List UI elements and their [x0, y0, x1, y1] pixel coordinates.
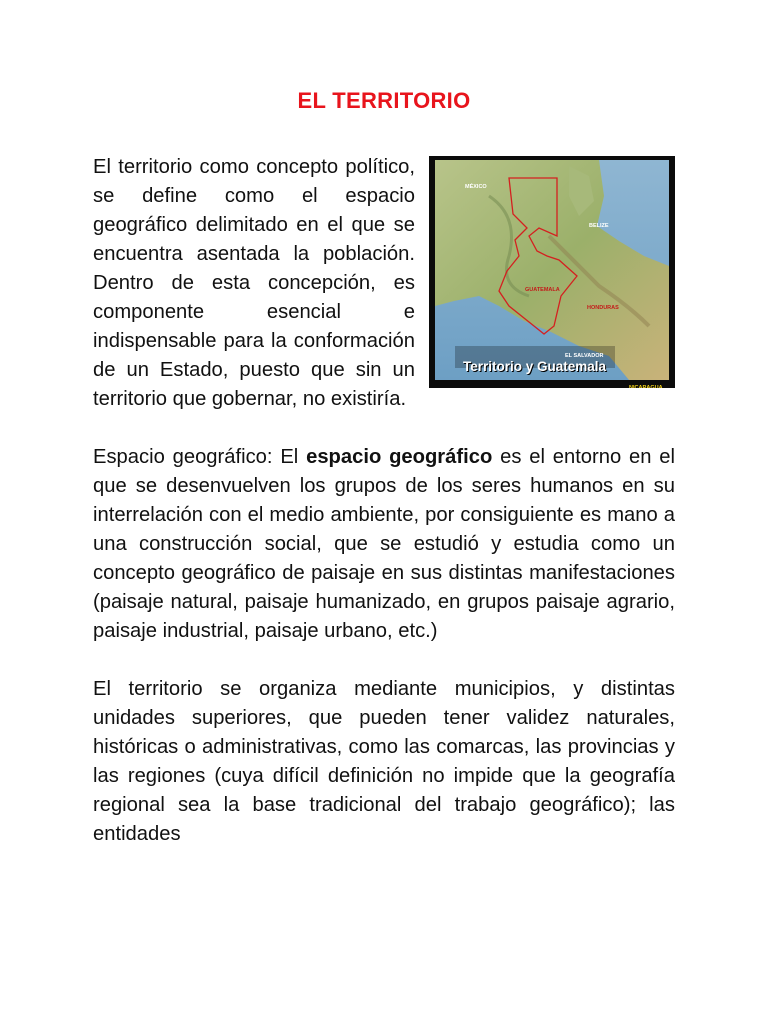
- paragraph-organizacion: El territorio se organiza mediante municipios, y distintas unidades superiores, que pueden tener validez naturales, históricas o administrativas, como las comarcas, las provincias y las regiones (cuya difícil definición no impide que la geografía regional sea la base tradicional del trabajo geográfico); las entidades: [93, 678, 675, 845]
- map-label-honduras: HONDURAS: [587, 305, 619, 311]
- paragraph-territorio: El territorio como concepto político, se define como el espacio geográfico delimitado en el que se encuentra asentada la población. Dentro de esta concepción, es componente esencial e indispensable para la conformación de un Estado, puesto que sin un territorio que gobernar, no existiría.: [93, 156, 415, 410]
- guatemala-map-image: [429, 156, 675, 388]
- keyword-espacio-geografico: espacio geográfico: [306, 446, 493, 468]
- document-body: [93, 153, 675, 878]
- map-label-belize: BELIZE: [589, 223, 609, 229]
- document-title: EL TERRITORIO: [297, 88, 471, 113]
- map-label-guatemala: GUATEMALA: [525, 287, 560, 293]
- map-label-mexico: MÉXICO: [465, 184, 487, 190]
- map-label-nicaragua: NICARAGUA: [629, 385, 663, 388]
- paragraph-espacio-lead: Espacio geográfico: El: [93, 446, 307, 468]
- paragraph-espacio-rest: es el entorno en el que se desenvuelven los grupos de los seres humanos en su interrelación con el medio ambiente, por consiguiente es mano a una construcción social, que se estudió y estudia como un concepto geográfico de paisaje en sus distintas manifestaciones (paisaje natural, paisaje humanizado, en grupos paisaje agrario, paisaje industrial, paisaje urbano, etc.): [93, 446, 676, 642]
- map-caption: Territorio y Guatemala: [463, 359, 607, 374]
- map-label-el-salvador: EL SALVADOR: [565, 353, 604, 359]
- paragraph-espacio-geografico: [93, 443, 675, 646]
